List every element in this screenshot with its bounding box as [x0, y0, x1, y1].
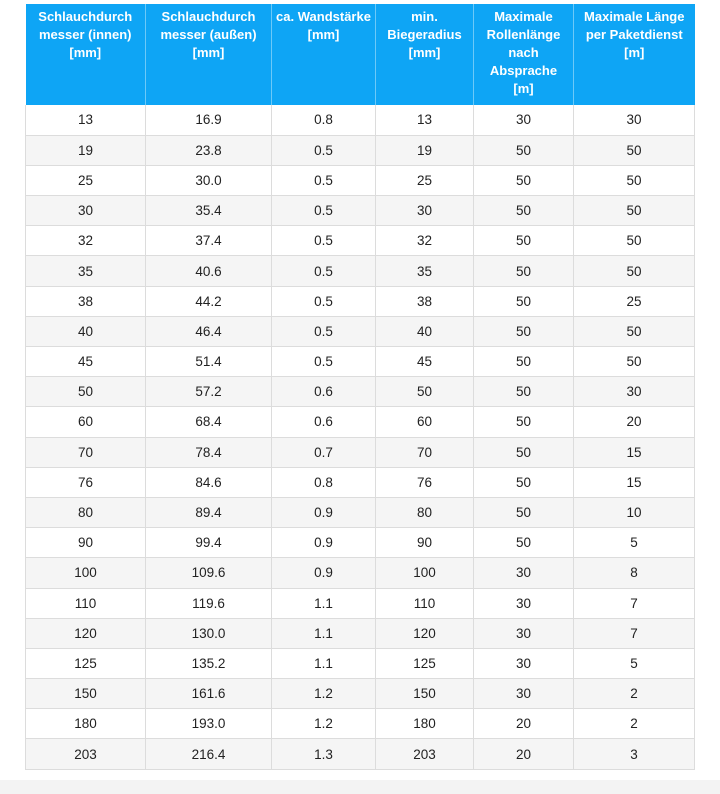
cell-inner-diameter: 25 — [26, 165, 146, 195]
cell-wall-thickness: 0.7 — [272, 437, 376, 467]
cell-min-bend-radius: 60 — [376, 407, 474, 437]
header-row — [26, 4, 695, 105]
cell-min-bend-radius: 19 — [376, 135, 474, 165]
table-row — [26, 165, 695, 195]
cell-outer-diameter: 84.6 — [146, 467, 272, 497]
cell-min-bend-radius: 125 — [376, 648, 474, 678]
cell-max-parcel-length: 5 — [574, 528, 695, 558]
cell-outer-diameter: 161.6 — [146, 679, 272, 709]
cell-max-parcel-length: 25 — [574, 286, 695, 316]
cell-min-bend-radius: 50 — [376, 377, 474, 407]
cell-outer-diameter: 216.4 — [146, 739, 272, 769]
cell-wall-thickness: 0.5 — [272, 165, 376, 195]
cell-inner-diameter: 30 — [26, 196, 146, 226]
cell-outer-diameter: 99.4 — [146, 528, 272, 558]
cell-inner-diameter: 90 — [26, 528, 146, 558]
cell-max-roll-length: 50 — [474, 316, 574, 346]
cell-inner-diameter: 45 — [26, 347, 146, 377]
cell-wall-thickness: 0.8 — [272, 105, 376, 135]
cell-min-bend-radius: 70 — [376, 437, 474, 467]
table-row — [26, 407, 695, 437]
table-header — [26, 4, 695, 105]
cell-max-parcel-length: 2 — [574, 709, 695, 739]
cell-min-bend-radius: 150 — [376, 679, 474, 709]
hose-dimensions-table — [25, 4, 695, 770]
cell-max-parcel-length: 20 — [574, 407, 695, 437]
cell-wall-thickness: 1.1 — [272, 648, 376, 678]
cell-max-parcel-length: 2 — [574, 679, 695, 709]
cell-inner-diameter: 60 — [26, 407, 146, 437]
cell-wall-thickness: 0.5 — [272, 256, 376, 286]
cell-min-bend-radius: 30 — [376, 196, 474, 226]
cell-wall-thickness: 0.5 — [272, 135, 376, 165]
cell-inner-diameter: 120 — [26, 618, 146, 648]
cell-max-roll-length: 20 — [474, 739, 574, 769]
table-row — [26, 497, 695, 527]
table-row — [26, 377, 695, 407]
cell-max-roll-length: 50 — [474, 286, 574, 316]
cell-max-roll-length: 30 — [474, 648, 574, 678]
cell-min-bend-radius: 40 — [376, 316, 474, 346]
cell-max-parcel-length: 50 — [574, 316, 695, 346]
cell-max-roll-length: 50 — [474, 226, 574, 256]
cell-max-parcel-length: 50 — [574, 165, 695, 195]
cell-min-bend-radius: 13 — [376, 105, 474, 135]
cell-max-roll-length: 30 — [474, 558, 574, 588]
cell-max-roll-length: 30 — [474, 105, 574, 135]
cell-max-roll-length: 50 — [474, 437, 574, 467]
cell-min-bend-radius: 180 — [376, 709, 474, 739]
header-wall-thickness: ca. Wandstärke [mm] — [272, 4, 376, 105]
cell-outer-diameter: 119.6 — [146, 588, 272, 618]
cell-max-roll-length: 30 — [474, 679, 574, 709]
header-max-roll-length: Maximale Rollenlänge nach Absprache [m] — [474, 4, 574, 105]
bottom-page-strip — [0, 780, 720, 794]
cell-inner-diameter: 203 — [26, 739, 146, 769]
cell-inner-diameter: 35 — [26, 256, 146, 286]
table-row — [26, 256, 695, 286]
table-row — [26, 679, 695, 709]
header-max-parcel-length: Maximale Länge per Paketdienst [m] — [574, 4, 695, 105]
cell-outer-diameter: 68.4 — [146, 407, 272, 437]
cell-max-roll-length: 50 — [474, 256, 574, 286]
cell-outer-diameter: 78.4 — [146, 437, 272, 467]
cell-outer-diameter: 130.0 — [146, 618, 272, 648]
cell-min-bend-radius: 90 — [376, 528, 474, 558]
cell-inner-diameter: 180 — [26, 709, 146, 739]
cell-outer-diameter: 35.4 — [146, 196, 272, 226]
cell-max-roll-length: 50 — [474, 196, 574, 226]
cell-outer-diameter: 135.2 — [146, 648, 272, 678]
cell-min-bend-radius: 80 — [376, 497, 474, 527]
cell-wall-thickness: 0.5 — [272, 226, 376, 256]
table-row — [26, 286, 695, 316]
table-row — [26, 437, 695, 467]
hose-dimensions-table-container — [25, 4, 694, 770]
cell-wall-thickness: 1.3 — [272, 739, 376, 769]
cell-inner-diameter: 32 — [26, 226, 146, 256]
table-row — [26, 226, 695, 256]
cell-max-roll-length: 20 — [474, 709, 574, 739]
cell-min-bend-radius: 203 — [376, 739, 474, 769]
cell-inner-diameter: 150 — [26, 679, 146, 709]
cell-max-parcel-length: 10 — [574, 497, 695, 527]
table-row — [26, 316, 695, 346]
cell-max-roll-length: 50 — [474, 467, 574, 497]
cell-max-parcel-length: 7 — [574, 588, 695, 618]
cell-max-roll-length: 50 — [474, 165, 574, 195]
cell-outer-diameter: 30.0 — [146, 165, 272, 195]
cell-max-parcel-length: 7 — [574, 618, 695, 648]
table-body — [26, 105, 695, 769]
cell-wall-thickness: 0.5 — [272, 347, 376, 377]
cell-max-roll-length: 50 — [474, 377, 574, 407]
cell-min-bend-radius: 100 — [376, 558, 474, 588]
cell-wall-thickness: 0.8 — [272, 467, 376, 497]
cell-min-bend-radius: 76 — [376, 467, 474, 497]
cell-wall-thickness: 1.1 — [272, 618, 376, 648]
cell-outer-diameter: 16.9 — [146, 105, 272, 135]
cell-wall-thickness: 0.9 — [272, 497, 376, 527]
cell-min-bend-radius: 45 — [376, 347, 474, 377]
table-row — [26, 528, 695, 558]
cell-max-roll-length: 50 — [474, 497, 574, 527]
cell-inner-diameter: 80 — [26, 497, 146, 527]
cell-max-parcel-length: 3 — [574, 739, 695, 769]
table-row — [26, 648, 695, 678]
cell-max-parcel-length: 50 — [574, 196, 695, 226]
cell-inner-diameter: 13 — [26, 105, 146, 135]
table-row — [26, 588, 695, 618]
cell-max-roll-length: 30 — [474, 618, 574, 648]
cell-inner-diameter: 100 — [26, 558, 146, 588]
header-min-bend-radius: min. Biegeradius [mm] — [376, 4, 474, 105]
cell-wall-thickness: 0.5 — [272, 316, 376, 346]
table-row — [26, 196, 695, 226]
cell-wall-thickness: 0.6 — [272, 407, 376, 437]
cell-max-parcel-length: 8 — [574, 558, 695, 588]
cell-inner-diameter: 40 — [26, 316, 146, 346]
cell-outer-diameter: 44.2 — [146, 286, 272, 316]
cell-inner-diameter: 76 — [26, 467, 146, 497]
table-row — [26, 618, 695, 648]
cell-max-parcel-length: 15 — [574, 467, 695, 497]
cell-max-roll-length: 50 — [474, 407, 574, 437]
header-inner-diameter: Schlauchdurch messer (innen) [mm] — [26, 4, 146, 105]
cell-outer-diameter: 40.6 — [146, 256, 272, 286]
cell-wall-thickness: 0.9 — [272, 528, 376, 558]
cell-wall-thickness: 0.5 — [272, 196, 376, 226]
cell-wall-thickness: 1.1 — [272, 588, 376, 618]
cell-min-bend-radius: 38 — [376, 286, 474, 316]
cell-max-parcel-length: 15 — [574, 437, 695, 467]
cell-min-bend-radius: 110 — [376, 588, 474, 618]
cell-max-parcel-length: 30 — [574, 377, 695, 407]
cell-min-bend-radius: 120 — [376, 618, 474, 648]
cell-outer-diameter: 37.4 — [146, 226, 272, 256]
cell-outer-diameter: 23.8 — [146, 135, 272, 165]
cell-max-parcel-length: 5 — [574, 648, 695, 678]
table-row — [26, 739, 695, 769]
cell-outer-diameter: 51.4 — [146, 347, 272, 377]
cell-inner-diameter: 19 — [26, 135, 146, 165]
cell-max-parcel-length: 50 — [574, 347, 695, 377]
cell-outer-diameter: 193.0 — [146, 709, 272, 739]
cell-wall-thickness: 0.9 — [272, 558, 376, 588]
table-row — [26, 467, 695, 497]
cell-inner-diameter: 70 — [26, 437, 146, 467]
header-outer-diameter: Schlauchdurch messer (außen) [mm] — [146, 4, 272, 105]
table-row — [26, 558, 695, 588]
table-row — [26, 135, 695, 165]
cell-min-bend-radius: 35 — [376, 256, 474, 286]
cell-max-roll-length: 50 — [474, 135, 574, 165]
table-row — [26, 105, 695, 135]
cell-inner-diameter: 38 — [26, 286, 146, 316]
cell-outer-diameter: 109.6 — [146, 558, 272, 588]
cell-outer-diameter: 89.4 — [146, 497, 272, 527]
cell-inner-diameter: 50 — [26, 377, 146, 407]
cell-inner-diameter: 125 — [26, 648, 146, 678]
cell-max-roll-length: 30 — [474, 588, 574, 618]
cell-max-parcel-length: 30 — [574, 105, 695, 135]
cell-min-bend-radius: 32 — [376, 226, 474, 256]
cell-max-parcel-length: 50 — [574, 135, 695, 165]
table-row — [26, 347, 695, 377]
cell-max-parcel-length: 50 — [574, 226, 695, 256]
cell-wall-thickness: 1.2 — [272, 709, 376, 739]
cell-outer-diameter: 57.2 — [146, 377, 272, 407]
cell-inner-diameter: 110 — [26, 588, 146, 618]
cell-max-roll-length: 50 — [474, 528, 574, 558]
cell-wall-thickness: 1.2 — [272, 679, 376, 709]
cell-max-parcel-length: 50 — [574, 256, 695, 286]
cell-outer-diameter: 46.4 — [146, 316, 272, 346]
table-row — [26, 709, 695, 739]
cell-wall-thickness: 0.6 — [272, 377, 376, 407]
cell-wall-thickness: 0.5 — [272, 286, 376, 316]
cell-max-roll-length: 50 — [474, 347, 574, 377]
cell-min-bend-radius: 25 — [376, 165, 474, 195]
